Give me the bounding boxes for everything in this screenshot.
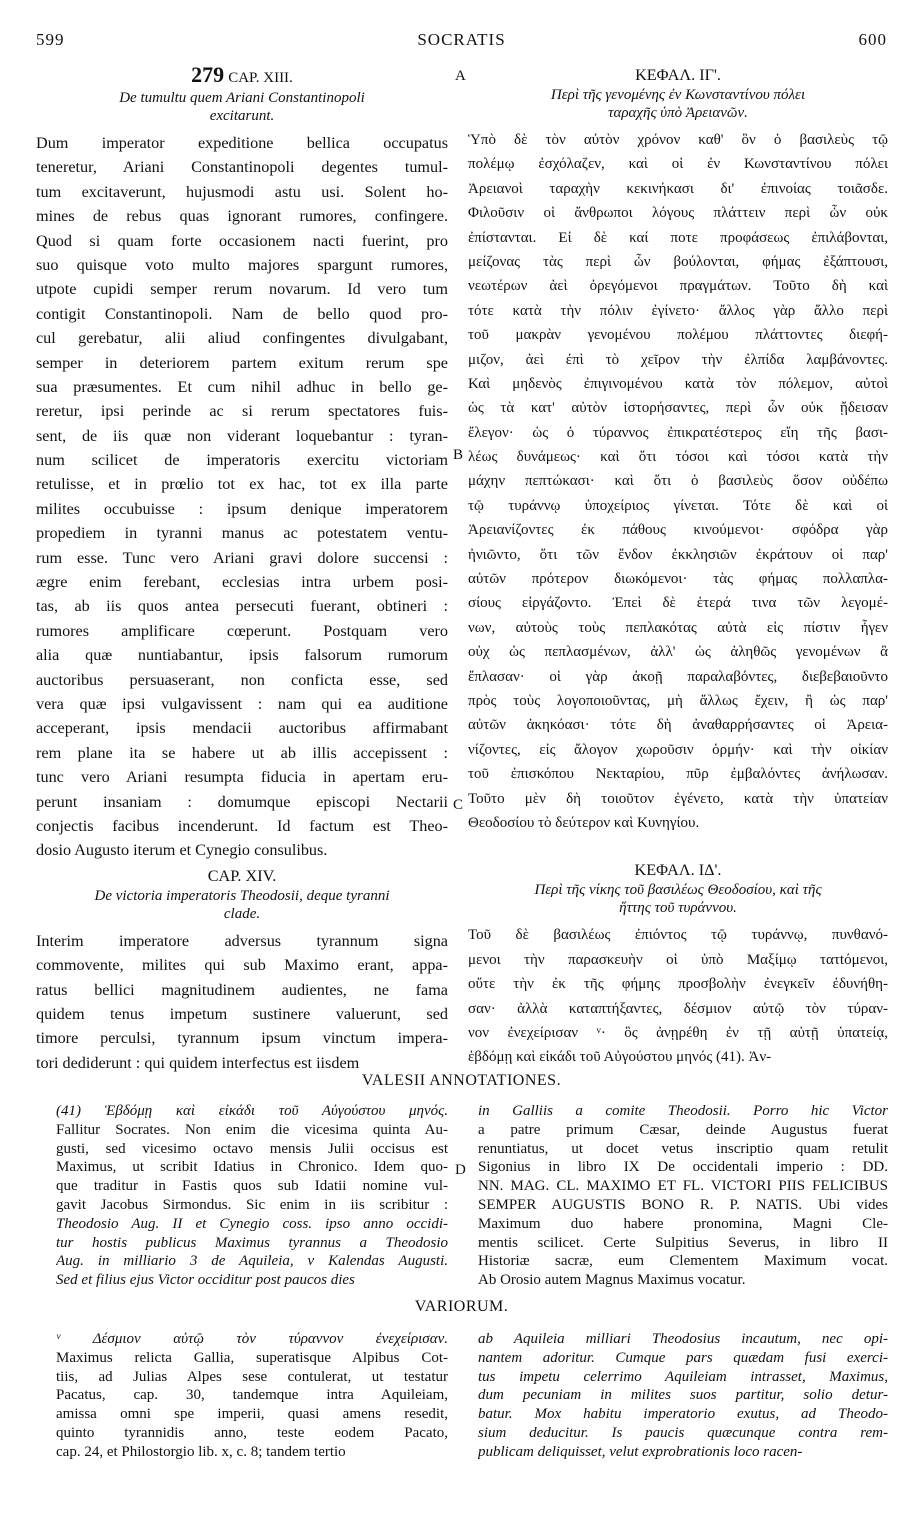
text-line: contigit Constantinopoli. Nam de bello quod pro-: [36, 304, 448, 323]
text-line: Ὑπὸ δὲ τὸν αὐτὸν χρόνον καθ' ὃν ὁ βασιλεὺς τῷ: [468, 132, 888, 148]
text-line: amissa omni spe imperii, quasi amens resedit,: [56, 1406, 448, 1423]
text-line: τῷ τυράννῳ ὑποχείριος γίνεται. Τότε δὲ καὶ οἱ: [468, 497, 888, 514]
variorum-left-column: [56, 1330, 448, 1462]
text-line: rumores amplificare cœperunt. Postquam vero: [36, 621, 448, 640]
text-line: λέως δυνάμεως· καὶ ὅτι τόσοι καὶ τόσοι κατὰ τὴν: [468, 449, 888, 466]
text-line: tur hostis publicus Maximus tyrannus a Theodosio: [56, 1234, 448, 1251]
text-line: vera quæ ipsi vulgavissent : nam qui ea auditione: [36, 694, 448, 713]
text-line: μάχην πεπτώκασι· καὶ ὅτι ὁ βασιλεὺς ὅσον οὐδέπω: [468, 473, 888, 490]
text-line: rem plane ita se habere ut ab illis accepissent :: [36, 743, 448, 762]
text-line: (41) Ἑβδόμῃ καὶ εἰκάδι τοῦ Αὐγούστου μηνός.: [56, 1103, 448, 1119]
text-line: cul gerebatur, alii aliud confingentes divulgabant,: [36, 329, 448, 348]
greek-cap14-body: [468, 923, 888, 1069]
text-line: NN. MAG. CL. MAXIMO ET FL. VICTORI PIIS FELICIBUS: [478, 1178, 888, 1195]
greek-cap13-subtitle-2: ταραχῆς ὑπὸ Ἀρειανῶν.: [608, 105, 748, 121]
valesii-left-column: [56, 1102, 448, 1290]
text-line: νον ἐνεχείρισαν ᵛ· ὃς ἀνῃρέθη ἐν τῇ αὐτῇ ὑπατείᾳ,: [468, 1024, 888, 1041]
text-line: ᵛ Δέσμιον αὐτῷ τὸν τύραννον ἐνεχείρισαν.: [56, 1331, 448, 1347]
text-line: Ἀρειανίζοντες ἐκ πάθους κινούμενοι· σφόδρα γὰρ: [468, 522, 888, 539]
text-line: nantem adoritur. Cumque pars quædam fusi exerci-: [478, 1349, 888, 1366]
latin-cap14-title: CAP. XIV.: [207, 866, 277, 885]
text-line: σαν· ἀλλὰ καταπτήξαντες, δέσμιον αὐτῷ τὸν τύραν-: [468, 1000, 888, 1017]
text-line: Maximum duo habere pronomina, Magni Cle-: [478, 1215, 888, 1232]
text-line: Sigonius in libro IX De occidentali imperio : DD.: [478, 1159, 888, 1176]
text-line: mentis scilicet. Certe Sulpitius Severus, in libro II: [478, 1234, 888, 1251]
text-line: τοῦ ἐπισκόπου Νεκταρίου, πῦρ ἐμβαλόντες ἀνήλωσαν.: [468, 766, 888, 783]
text-line: ἔλεγον· ὡς ὁ τύραννος ἐπικρατέστερος εἴη τῆς βασι-: [468, 424, 888, 441]
text-line: alia quæ nuntiabantur, ipsis falsorum rumorum: [36, 646, 448, 665]
text-line: Maximus, ut scribit Idatius in Chronico. Idem quo-: [56, 1159, 448, 1176]
text-line: Sed et filius ejus Victor occiditur post paucos dies: [56, 1272, 355, 1289]
text-line: Theodosio Aug. II et Cynegio coss. ipso anno occidi-: [56, 1215, 448, 1232]
greek-column: [468, 64, 888, 1070]
greek-cap14-subtitle-1: Περὶ τῆς νίκης τοῦ βασιλέως Θεοδοσίου, καὶ τῆς: [534, 882, 822, 899]
text-line: Pacatus, cap. 30, tandemque intra Aquileiam,: [56, 1387, 448, 1404]
text-line: μενοι τὴν παρασκευὴν οἱ ὑπὸ Μαξίμῳ τατtόμενοι,: [468, 951, 888, 968]
text-line: ἑβδόμῃ καὶ εἰκάδι τοῦ Αὐγούστου μηνός (41). Ἀν-: [468, 1049, 772, 1066]
text-line: νίζοντες, εἰς ἄλογον χωροῦσιν ὁρμήν· καὶ τὴν οἰκίαν: [468, 741, 888, 758]
text-line: πρὸς τοὺς λογοποιοῦντας, μὴ ἄλλως ἔχειν, ἢ ὡς παρ': [468, 692, 888, 709]
text-line: μείζονας τὰς περὶ ὧν βούλονται, φήμας ἐξάπτουσι,: [468, 253, 888, 270]
margin-letter-c: C: [453, 797, 464, 813]
text-line: ὡς τὰ κατ' αὐτὸν ἱστορήσαντες, περὶ ὧν οὐκ ᾔδεισαν: [468, 400, 888, 417]
latin-cap13-label: CAP. XIII.: [228, 70, 293, 86]
text-line: ἔπλασαν· οἱ γὰρ ἀκοῇ παραλαβόντες, διεβεβαιοῦντο: [468, 668, 888, 685]
valesii-right-column: [478, 1102, 888, 1290]
text-line: batur. Mox habitu imperatorio exutus, ad Theodo-: [478, 1406, 888, 1423]
running-title: SOCRATIS: [417, 30, 506, 49]
text-line: num scilicet de imperatoris exercitu victoriam: [36, 451, 448, 470]
text-line: τότε κατὰ τὴν πόλιν ἐγίνετο· ἄλλος γὰρ ἄλλο περὶ: [468, 302, 888, 319]
text-line: Historiæ sacræ, eum Clementem Maximum vocat.: [478, 1253, 888, 1270]
margin-letter-a: A: [455, 68, 466, 84]
latin-column: [36, 64, 448, 1075]
latin-cap14-subtitle-2: clade.: [223, 905, 261, 922]
text-line: dum pecuniam in milites suos partitur, solio detur-: [478, 1387, 888, 1404]
greek-cap13-body: [468, 128, 888, 835]
text-line: Καὶ μηδενὸς ἐπιγινομένου κατὰ τὸν πόλεμον, αὐτοὶ: [468, 375, 888, 392]
text-line: milites occubuisse : ipsum denique imperatorem: [36, 499, 448, 518]
text-line: auctoribus persuaserant, non conficta esse, sed: [36, 670, 448, 689]
text-line: Ἀρειανοὶ ταραχὴν κεκινήκασι δι' ἐπινοίας τοιᾶσδε.: [468, 180, 888, 197]
text-line: in Galliis a comite Theodosii. Porro hic Victor: [478, 1103, 888, 1119]
text-line: rum esse. Tunc vero Ariani gravi dolore succensi :: [36, 548, 448, 567]
text-line: Maximus relicta Gallia, superatisque Alpibus Cot-: [56, 1349, 448, 1366]
text-line: suo quisque voto multo majores spargunt rumores,: [36, 255, 448, 274]
latin-cap13-title: [36, 64, 448, 89]
text-line: publicam deliquisset, velut exprobrationis loco racen-: [478, 1443, 803, 1460]
latin-cap14-body: [36, 929, 448, 1075]
text-line: timore perculsi, tyrannum ipsum vinctum impera-: [36, 1029, 448, 1048]
text-line: νων, αὐτοὺς τοὺς πεπλακότας αὐτὰ εἰς πίστιν ἦγεν: [468, 619, 888, 636]
latin-cap13-subtitle-2: excitarunt.: [209, 108, 275, 124]
greek-cap13-title: ΚΕΦΑΛ. ΙΓ'.: [635, 66, 721, 84]
text-line: propediem in tyranni manus ac potestatem ventu-: [36, 524, 448, 543]
text-line: Τοῦτο μὲν δὴ τοιοῦτον ἐγένετο, κατὰ τὴν ὑπατείαν: [468, 790, 888, 807]
variorum-right-column: [478, 1330, 888, 1462]
text-line: sium deducitur. Is paucis quæcunque contra rem-: [478, 1424, 888, 1441]
text-line: retulisse, et in prœlio tot ex hac, tot ex illa parte: [36, 475, 448, 494]
text-line: σίους εἰργάζοντο. Ἐπεὶ δὲ ἑτερά τινα τῶν λεγομέ-: [468, 595, 888, 612]
text-line: semper in deteriorem partem exitum rerum spe: [36, 353, 448, 372]
text-line: quinto tyrannidis anno, teste eodem Pacato,: [56, 1424, 448, 1441]
margin-letter-b: B: [453, 447, 464, 463]
text-line: acceperant, ipsis mendacii auctoribus affirmabant: [36, 719, 448, 738]
text-line: αὐτῶν ἀκηκόασι· τότε δὴ ἀναθαρρήσαντες οἱ Ἀρεια-: [468, 717, 888, 734]
right-page-number: 600: [858, 30, 887, 49]
text-line: tiis, ad Julias Alpes sese contulerat, ut testatur: [56, 1368, 448, 1385]
text-line: μιζον, ἀεὶ ἐπὶ τὸ χεῖρον τὴν ἐλπίδα λαμβάνοντες.: [468, 351, 888, 368]
latin-cap13-body: [36, 131, 448, 863]
chapter-number: 279: [191, 62, 225, 87]
text-line: que traditur in Fastis quos sub Idatii nomine vul-: [56, 1178, 448, 1195]
text-line: SEMPER AUGUSTIS BONO R. P. NATIS. Ubi vides: [478, 1196, 888, 1213]
margin-letter-d: D: [455, 1162, 466, 1178]
text-line: mines de rebus quas ignorant rumores, confingere.: [36, 207, 448, 226]
text-line: αὐτῶν πρότερον διωκόμενοι· τὰς φήμας πολλαπλα-: [468, 571, 888, 588]
text-line: tori dediderunt : qui quidem interfectus est iisdem: [36, 1053, 360, 1072]
text-line: teneretur, Ariani Constantinopoli degentes tumul-: [36, 158, 448, 177]
latin-cap14-subtitle-1: De victoria imperatoris Theodosii, deque tyranni: [94, 887, 390, 904]
text-line: Θεοδοσίου τὸ δεύτερον καὶ Κυνηγίου.: [468, 814, 700, 831]
left-page-number: 599: [36, 30, 65, 49]
text-line: reretur, ipsi perinde ac si rerum spectatores fuis-: [36, 402, 448, 421]
text-line: tunc vero Ariani resumpta fiducia in apertam eru-: [36, 768, 448, 787]
text-line: gusti, sed vicesimo octavo mensis Julii occisus est: [56, 1140, 448, 1157]
text-line: quidem tenus impetum sustinere valuerunt, sed: [36, 1004, 448, 1023]
text-line: sent, de iis quæ non viderant loquebantur : tyran-: [36, 426, 448, 445]
text-line: τοῦ μακρὰν γενομένου πολέμου πλάττοντες διεφή-: [468, 327, 888, 344]
greek-cap14-subtitle-2: ἥττης τοῦ τυράννου.: [619, 900, 737, 917]
text-line: a patre primum Cæsar, deinde Augustus fuerat: [478, 1121, 888, 1138]
text-line: Dum imperator expeditione bellica occupatus: [36, 134, 448, 152]
text-line: dosio Augusto iterum et Cynegio consulibus.: [36, 841, 328, 860]
text-line: οὐχ ὡς πεπλασμένων, ἀλλ' ὡς ἀληθῶς γενομένων ἃ: [468, 644, 888, 661]
text-line: Φιλοῦσιν οἱ ἄνθρωποι λόγους πλάττειν περὶ ὧν οὐκ: [468, 205, 888, 222]
text-line: ab Aquileia milliari Theodosius incautum, nec opi-: [478, 1331, 888, 1347]
text-line: Interim imperatore adversus tyrannum signa: [36, 931, 448, 950]
text-line: gavit Jacobus Sirmondus. Sic enim in iis scribitur :: [56, 1196, 448, 1213]
text-line: utpote cupidi semper rerum novarum. Id vero tum: [36, 280, 448, 299]
text-line: ratus bellici magnitudinem audientes, ne fama: [36, 980, 448, 999]
greek-cap14-title: ΚΕΦΑΛ. ΙΔ'.: [634, 861, 722, 880]
text-line: ægre enim ferebant, ecclesias intra urbem posi-: [36, 573, 448, 592]
text-line: conjectis facibus incenderunt. Id factum est Theo-: [36, 816, 448, 835]
text-line: commovente, milites qui sub Maximo erant, appa-: [36, 956, 448, 975]
text-line: Ab Orosio autem Magnus Maximus vocatur.: [478, 1272, 746, 1289]
text-line: cap. 24, et Philostorgio lib. x, c. 8; tandem tertio: [56, 1443, 346, 1460]
text-line: οὔτε τὴν ἐκ τῆς φήμης προσβολὴν ἐνεγκεῖν ἐδυνήθη-: [468, 976, 888, 993]
variorum-heading: VARIORUM.: [414, 1298, 509, 1315]
text-line: tas, ab iis quos antea persecuti fuerant, obtineri :: [36, 597, 448, 616]
text-line: tus impetu celerrimo Aquileiam intrasset, Maximus,: [478, 1368, 888, 1385]
greek-cap13-subtitle-1: Περὶ τῆς γενομένης ἐν Κωνσταντίνου πόλει: [550, 87, 806, 103]
latin-cap13-subtitle-1: De tumultu quem Ariani Constantinopoli: [119, 90, 365, 106]
text-line: Τοῦ δὲ βασιλέως ἐπιόντος τῷ τυράννῳ, πυνθανό-: [468, 927, 888, 944]
text-line: Fallitur Socrates. Non enim die vicesima quinta Au-: [56, 1121, 448, 1138]
valesii-heading: VALESII ANNOTATIONES.: [361, 1072, 562, 1089]
text-line: πολέμῳ ἐσχόλαζεν, καὶ οἱ ἐν Κωνσταντίνου πόλει: [468, 156, 888, 173]
text-line: sua præsumentes. Et cum nihil adhuc in bello ge-: [36, 377, 448, 396]
text-line: renuntiatus, ut docet vetus inscriptio quam retulit: [478, 1140, 888, 1157]
text-line: Aug. in milliario 3 de Aquileia, v Kalendas Augusti.: [56, 1253, 448, 1270]
text-line: tum excitaverunt, hujusmodi astu usi. Solent ho-: [36, 182, 448, 201]
text-line: ἐπίστανται. Εἰ δὲ καί ποτε προφάσεως ἐπιλάβονται,: [468, 229, 888, 246]
text-line: νεωτέρων ἀεὶ ὀρεγόμενοι πραγμάτων. Τοῦτο δὴ καὶ: [468, 278, 888, 295]
text-line: Quod si quam forte occasionem nacti fuerint, pro: [36, 231, 448, 250]
text-line: perunt insaniam : domumque episcopi Nectarii: [36, 792, 448, 811]
text-line: ἠνιῶντο, ὅτι τῶν ἔνδον ἐκκλησιῶν ἐκράτουν οἱ παρ': [468, 546, 888, 563]
